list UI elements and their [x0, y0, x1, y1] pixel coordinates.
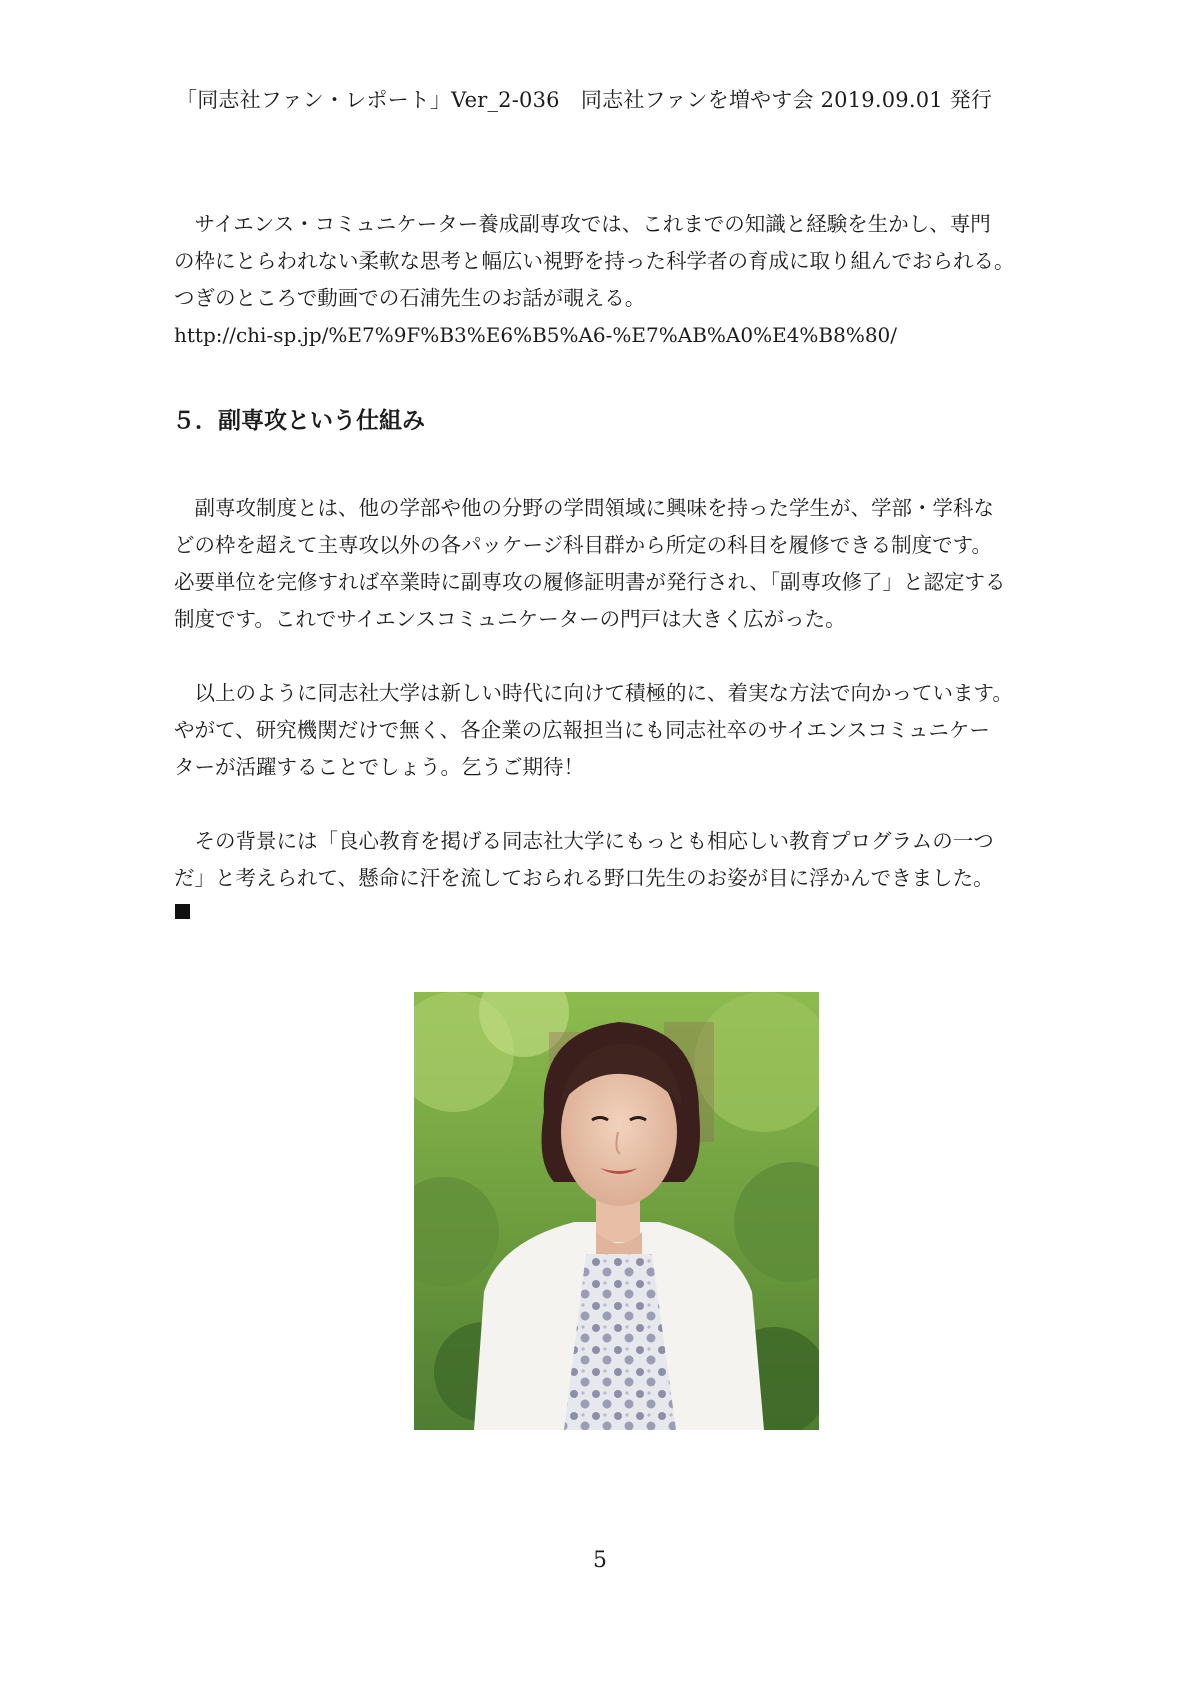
end-mark-square [175, 904, 190, 919]
paragraph-line: ターが活躍することでしょう。乞うご期待！ [174, 755, 584, 779]
report-header: 「同志社ファン・レポート」Ver_2-036 同志社ファンを増やす会 2019.09.01 発行 [176, 88, 993, 112]
paragraph-line: 必要単位を完修すれば卒業時に副専攻の履修証明書が発行され、「副専攻修了」と認定する [174, 570, 1006, 594]
intro-paragraph [174, 206, 1054, 354]
paragraph-line: 副専攻制度とは、他の学部や他の分野の学問領域に興味を持った学生が、学部・学科な [174, 496, 994, 520]
body-paragraph-2 [174, 675, 1054, 786]
page-number: 5 [593, 1548, 607, 1573]
paragraph-line: 制度です。これでサイエンスコミュニケーターの門戸は大きく広がった。 [174, 607, 846, 631]
paragraph-line: 以上のように同志社大学は新しい時代に向けて積極的に、着実な方法で向かっています。 [174, 681, 1013, 705]
paragraph-line: どの枠を超えて主専攻以外の各パッケージ科目群から所定の科目を履修できる制度です。 [174, 533, 992, 557]
intro-line: つぎのところで動画での石浦先生のお話が覗える。 [174, 286, 646, 310]
body-paragraph-1 [174, 490, 1054, 638]
video-url-link[interactable]: http://chi-sp.jp/%E7%9F%B3%E6%B5%A6-%E7%AB%A0%E4%B8%80/ [174, 323, 898, 347]
intro-line: サイエンス・コミュニケーター養成副専攻では、これまでの知識と経験を生かし、専門 [174, 212, 991, 236]
section-heading: ５．副専攻という仕組み [172, 408, 425, 434]
body-paragraph-3 [174, 823, 1054, 897]
intro-line: の枠にとらわれない柔軟な思考と幅広い視野を持った科学者の育成に取り組んでおられる。 [174, 249, 1015, 273]
paragraph-line: その背景には「良心教育を掲げる同志社大学にもっとも相応しい教育プログラムの一つ [174, 829, 994, 853]
paragraph-line: やがて、研究機関だけで無く、各企業の広報担当にも同志社卒のサイエンスコミュニケー [174, 718, 990, 742]
portrait-photo [414, 992, 819, 1430]
paragraph-line: だ」と考えられて、懸命に汗を流しておられる野口先生のお姿が目に浮かんできました。 [174, 866, 994, 890]
